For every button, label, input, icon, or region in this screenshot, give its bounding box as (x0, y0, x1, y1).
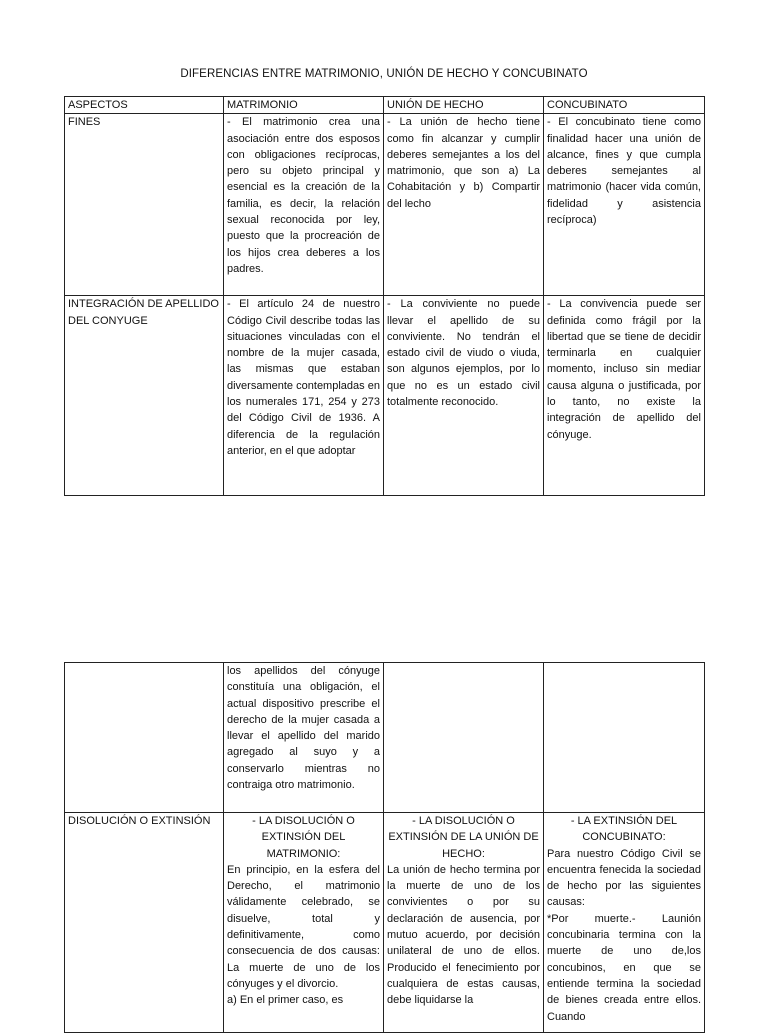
union-disolucion-heading: - LA DISOLUCIÓN O EXTINSIÓN DE LA UNIÓN DE HECHO: (388, 815, 539, 860)
cell-matrimonio-apellido: - El artículo 24 de nuestro Código Civil describe todas las situaciones vinculadas con el nombre de la mujer casada, las mismas que estaban diversamente contempladas en los numerales 171, 254 y 273 del Código Civil de 1936. A diferencia de la regulación anterior, en el que adoptar (224, 296, 384, 496)
cell-matrimonio-continuation: los apellidos del cónyuge constituía una obligación, el actual dispositivo prescribe el derecho de la mujer casada a llevar el apellido del marido agregado al suyo y a conservarlo mientras no contraiga otro matrimonio. (224, 663, 384, 813)
row-aspect-disolucion: DISOLUCIÓN O EXTINSIÓN (65, 813, 224, 1033)
comparison-table (64, 96, 705, 496)
cell-matrimonio-fines: - El matrimonio crea una asociación entre dos esposos con obligaciones recíprocas, pero su objeto principal y esencial es la creación de la familia, es decir, la relación sexual reconocida por ley, puesto que la procreación de los hijos crea deberes a los padres. (224, 114, 384, 296)
cell-union-apellido: - La conviviente no puede llevar el apellido de su conviviente. No tendrán el estado civil de viudo o viuda, son algunos ejemplos, por lo que no es un estado civil totalmente reconocido. (384, 296, 544, 496)
comparison-table-continued (64, 662, 705, 1033)
table-row (65, 663, 705, 813)
concubinato-disolucion-heading: - LA EXTINSIÓN DEL CONCUBINATO: (570, 815, 678, 844)
row-aspect-apellido: INTEGRACIÓN DE APELLIDO DEL CONYUGE (65, 296, 224, 496)
cell-matrimonio-disolucion (224, 813, 384, 1033)
cell-union-disolucion (384, 813, 544, 1033)
table-row (65, 114, 705, 296)
cell-union-empty (384, 663, 544, 813)
cell-concubinato-fines: - El concubinato tiene como finalidad hacer una unión de alcance, fines y que cumpla deberes semejantes al matrimonio (hacer vida común, fidelidad y asistencia recíproca) (544, 114, 705, 296)
header-union-de-hecho: UNIÓN DE HECHO (384, 97, 544, 114)
matrimonio-disolucion-tail: a) En el primer caso, es (227, 994, 344, 1007)
matrimonio-disolucion-heading: - LA DISOLUCIÓN O EXTINSIÓN DEL MATRIMONIO: (252, 815, 355, 860)
concubinato-disolucion-body-1: Para nuestro Código Civil se encuentra fenecida la sociedad de hecho por las siguientes causas: (547, 847, 701, 909)
concubinato-disolucion-body-2: *Por muerte.- Launión concubinaria termina con la muerte de uno de,los concubinos, en que se entiende termina la sociedad de bienes creada entre ellos. Cuando (547, 912, 701, 1023)
table-row (65, 296, 705, 496)
cell-concubinato-disolucion (544, 813, 705, 1033)
cell-concubinato-empty (544, 663, 705, 813)
header-aspectos: ASPECTOS (65, 97, 224, 114)
cell-aspect-empty (65, 663, 224, 813)
document-title: DIFERENCIAS ENTRE MATRIMONIO, UNIÓN DE HECHO Y CONCUBINATO (180, 68, 588, 80)
header-matrimonio: MATRIMONIO (224, 97, 384, 114)
cell-concubinato-apellido: - La convivencia puede ser definida como frágil por la libertad que se tiene de decidir terminarla en cualquier momento, incluso sin mediar causa alguna o justificada, por lo tanto, no existe la integración de apellido del cónyuge. (544, 296, 705, 496)
cell-union-fines: - La unión de hecho tiene como fin alcanzar y cumplir deberes semejantes a los del matrimonio, que son a) La Cohabitación y b) Compartir del lecho (384, 114, 544, 296)
table-row (65, 813, 705, 1033)
header-concubinato: CONCUBINATO (544, 97, 705, 114)
row-aspect-fines: FINES (65, 114, 224, 296)
table-header-row (65, 97, 705, 114)
union-disolucion-body: La unión de hecho termina por la muerte de uno de los convivientes o por su declaración de ausencia, por mutuo acuerdo, por decisión unilateral de uno de ellos. Producido el fenecimiento por cualquiera de estas causas, debe liquidarse la (387, 863, 540, 1007)
matrimonio-disolucion-body: En principio, en la esfera del Derecho, el matrimonio válidamente celebrado, se disuelve, total y definitivamente, como consecuencia de dos causas: La muerte de uno de los cónyuges y el divorcio. (227, 863, 380, 990)
